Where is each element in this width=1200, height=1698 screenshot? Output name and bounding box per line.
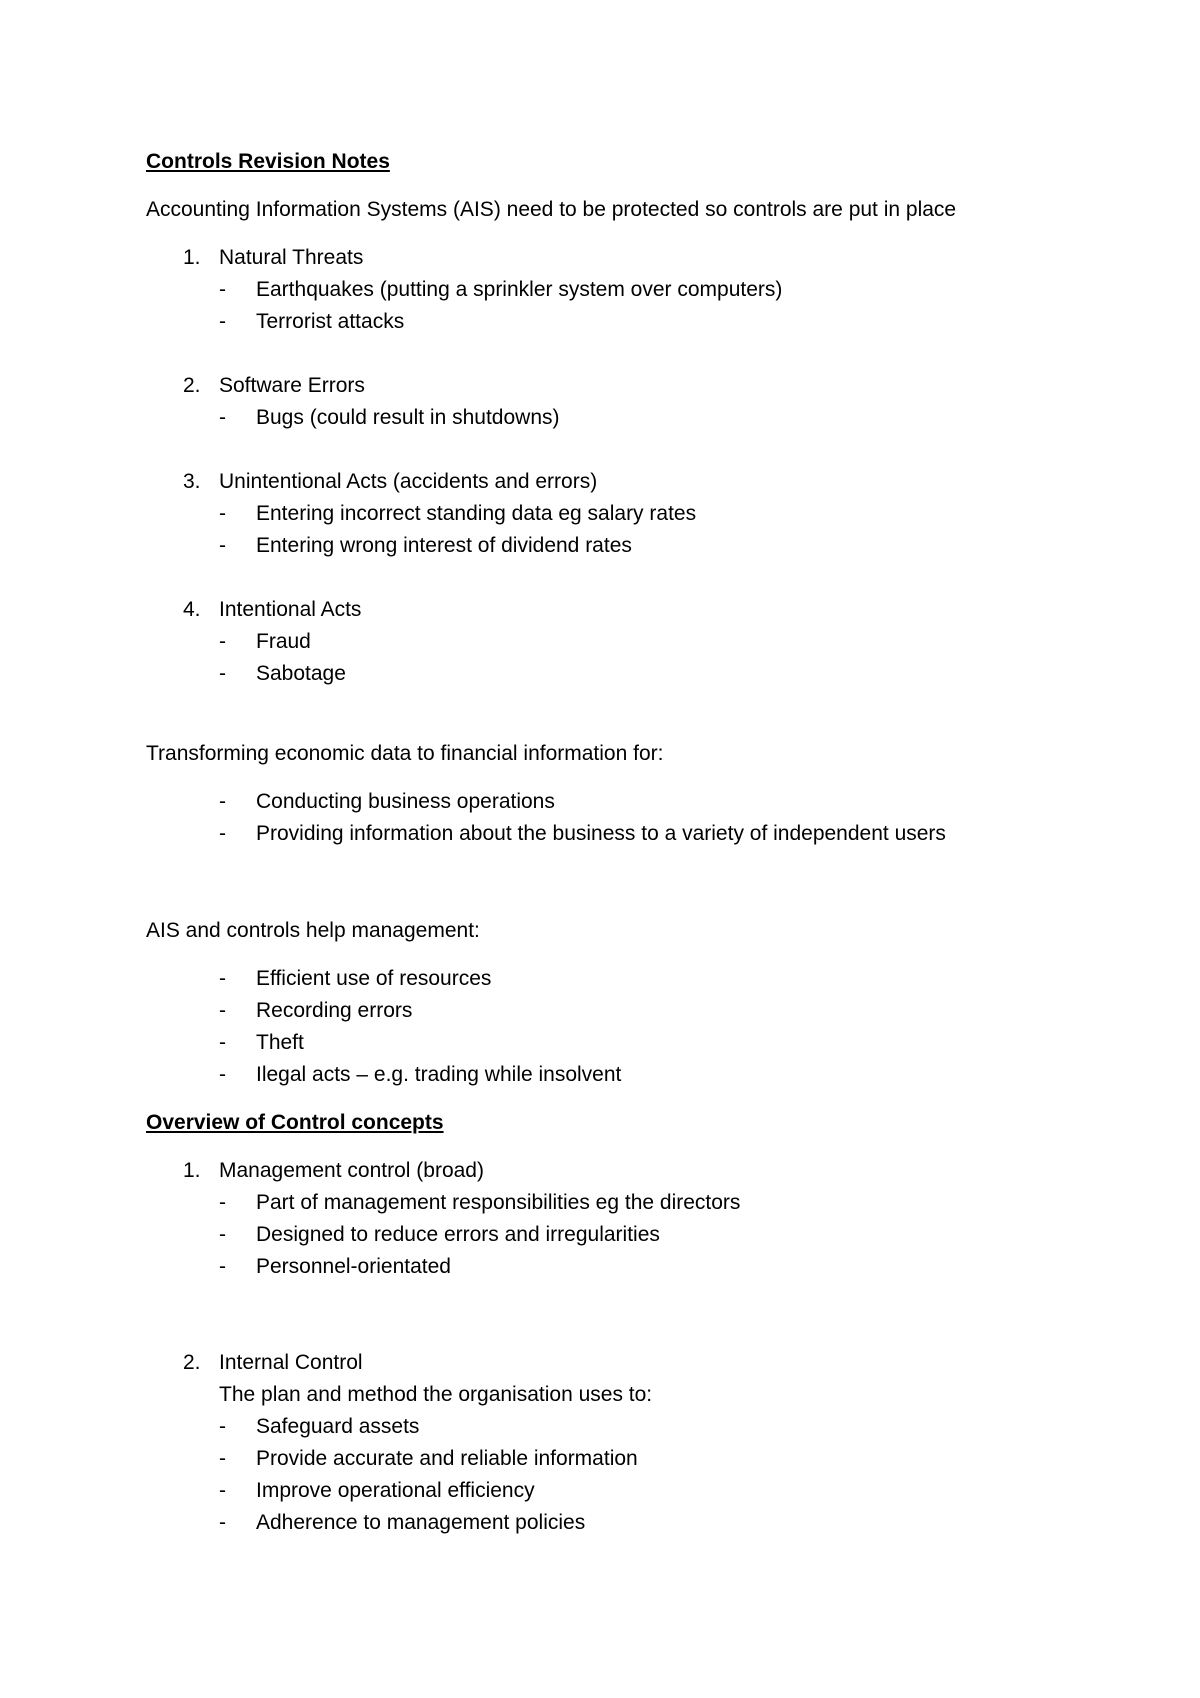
bullet-dash: - — [219, 1223, 226, 1246]
bullet-dash: - — [219, 1479, 226, 1502]
list-item: Designed to reduce errors and irregularities — [256, 1223, 660, 1246]
bullet-dash: - — [219, 999, 226, 1022]
bullet-dash: - — [219, 630, 226, 653]
bullet-dash: - — [219, 1511, 226, 1534]
list-item: Terrorist attacks — [256, 310, 405, 333]
concept-heading: Internal Control — [219, 1351, 363, 1374]
list-number: 3. — [183, 470, 201, 493]
list-item: Personnel-orientated — [256, 1255, 451, 1278]
list-number: 1. — [183, 1159, 201, 1182]
bullet-dash: - — [219, 967, 226, 990]
list-item: Ilegal acts – e.g. trading while insolvent — [256, 1063, 622, 1086]
concept-subtext: The plan and method the organisation uses to: — [219, 1383, 653, 1406]
document-title: Controls Revision Notes — [146, 150, 390, 173]
list-item: Conducting business operations — [256, 790, 555, 813]
threat-heading: Intentional Acts — [219, 598, 362, 621]
bullet-dash: - — [219, 1063, 226, 1086]
bullet-dash: - — [219, 278, 226, 301]
list-item: Part of management responsibilities eg the directors — [256, 1191, 741, 1214]
bullet-dash: - — [219, 310, 226, 333]
concept-heading: Management control (broad) — [219, 1159, 484, 1182]
section-title: Overview of Control concepts — [146, 1111, 444, 1134]
list-item: Adherence to management policies — [256, 1511, 586, 1534]
section-heading: Transforming economic data to financial information for: — [146, 742, 664, 765]
list-item: Bugs (could result in shutdowns) — [256, 406, 560, 429]
threat-heading: Unintentional Acts (accidents and errors) — [219, 470, 598, 493]
list-number: 4. — [183, 598, 201, 621]
list-number: 2. — [183, 1351, 201, 1374]
bullet-dash: - — [219, 662, 226, 685]
bullet-dash: - — [219, 1191, 226, 1214]
bullet-dash: - — [219, 822, 226, 845]
bullet-dash: - — [219, 534, 226, 557]
list-item: Earthquakes (putting a sprinkler system over computers) — [256, 278, 783, 301]
bullet-dash: - — [219, 406, 226, 429]
section-heading: AIS and controls help management: — [146, 919, 480, 942]
threat-heading: Software Errors — [219, 374, 365, 397]
threat-heading: Natural Threats — [219, 246, 364, 269]
list-item: Sabotage — [256, 662, 346, 685]
bullet-dash: - — [219, 502, 226, 525]
list-item: Efficient use of resources — [256, 967, 492, 990]
list-item: Entering incorrect standing data eg salary rates — [256, 502, 697, 525]
list-number: 1. — [183, 246, 201, 269]
list-item: Improve operational efficiency — [256, 1479, 535, 1502]
list-item: Theft — [256, 1031, 304, 1054]
bullet-dash: - — [219, 1447, 226, 1470]
list-item: Providing information about the business to a variety of independent users — [256, 822, 946, 845]
intro-text: Accounting Information Systems (AIS) need to be protected so controls are put in place — [146, 198, 957, 221]
list-item: Fraud — [256, 630, 311, 653]
list-item: Recording errors — [256, 999, 413, 1022]
list-item: Safeguard assets — [256, 1415, 420, 1438]
bullet-dash: - — [219, 1031, 226, 1054]
bullet-dash: - — [219, 1415, 226, 1438]
bullet-dash: - — [219, 790, 226, 813]
bullet-dash: - — [219, 1255, 226, 1278]
list-item: Entering wrong interest of dividend rates — [256, 534, 632, 557]
list-item: Provide accurate and reliable information — [256, 1447, 638, 1470]
list-number: 2. — [183, 374, 201, 397]
